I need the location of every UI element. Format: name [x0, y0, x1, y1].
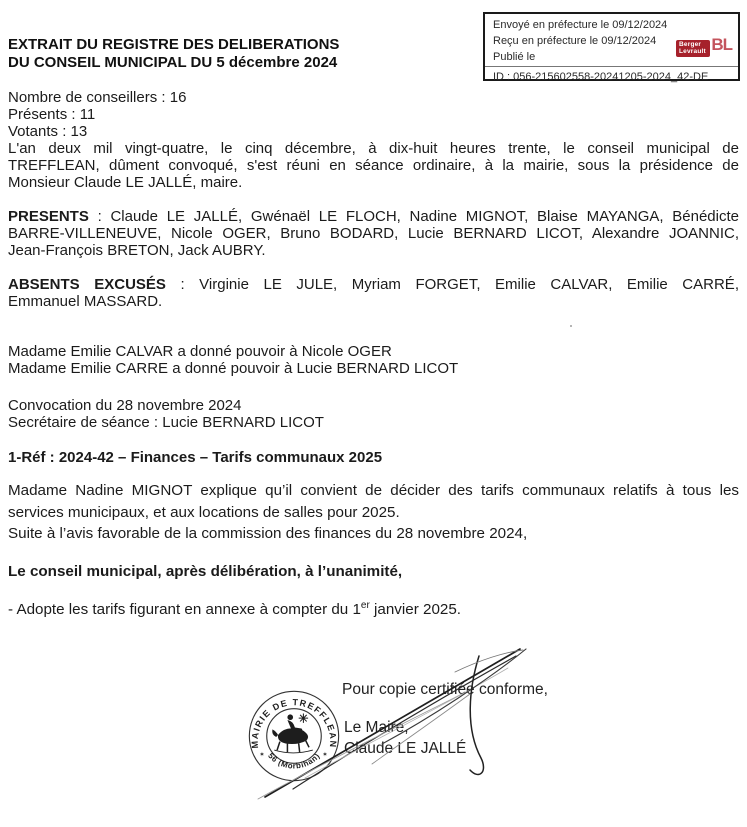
- adoption-text-pre: - Adopte les tarifs figurant en annexe à compter du 1: [8, 601, 361, 618]
- body-para1-line2: services municipaux, et aux locations de salles pour 2025.: [8, 503, 400, 521]
- seal-emblem-horse-rider: [272, 713, 313, 752]
- session-intro-paragraph: [8, 140, 739, 191]
- stamp-received-line: Reçu en préfecture le 09/12/2024: [493, 35, 657, 47]
- town-seal-stamp: [247, 689, 341, 783]
- certified-copy-line: Pour copie certifiée conforme,: [342, 681, 548, 698]
- secretaire-line: Secrétaire de séance : Lucie BERNARD LICOT: [8, 414, 324, 431]
- stamp-id-line: ID : 056-215602558-20241205-2024_42-DE: [485, 66, 738, 85]
- absents-line1: [8, 276, 739, 293]
- count-conseillers: Nombre de conseillers : 16: [8, 89, 187, 106]
- presents-paragraph: [8, 208, 739, 259]
- deliberation-subject: 1-Réf : 2024-42 – Finances – Tarifs communaux 2025: [8, 449, 383, 466]
- count-votants: Votants : 13: [8, 123, 88, 140]
- absents-label: ABSENTS EXCUSÉS: [8, 276, 166, 293]
- intro-line1: L'an deux mil vingt-quatre, le cinq décembre, à dix-huit heures trente, le conseil municipal de: [8, 140, 739, 157]
- scan-speck: [570, 325, 572, 327]
- decision-line: Le conseil municipal, après délibération, à l’unanimité,: [8, 563, 403, 580]
- presents-line3: Jean-François BRETON, Jack AUBRY.: [8, 242, 266, 259]
- mayor-signature-block: [344, 717, 466, 759]
- berger-levrault-word2: Levrault: [679, 47, 706, 55]
- adoption-text-post: janvier 2025.: [369, 601, 461, 618]
- adoption-line: [8, 599, 739, 621]
- document-title-line1: EXTRAIT DU REGISTRE DES DELIBERATIONS: [8, 36, 340, 53]
- presents-names-line1: : Claude LE JALLÉ, Gwénaël LE FLOCH, Nadine MIGNOT, Blaise MAYANGA, Bénédicte: [88, 208, 739, 225]
- berger-levrault-word1: Berger: [679, 41, 702, 48]
- presents-label: PRESENTS: [8, 208, 89, 225]
- pouvoir-line2: Madame Emilie CARRE a donné pouvoir à Lucie BERNARD LICOT: [8, 360, 459, 377]
- convocation-block: [8, 397, 739, 431]
- count-presents: Présents : 11: [8, 106, 96, 123]
- signature-stroke-vertical-loop: [470, 656, 484, 774]
- presents-line1: [8, 208, 739, 225]
- pouvoirs-block: [8, 343, 739, 377]
- councillor-counts: [8, 89, 739, 140]
- body-para1-line1: Madame Nadine MIGNOT explique qu’il convient de décider des tarifs communaux relatifs à tous les: [8, 482, 739, 499]
- signature-stroke-upper: [455, 650, 523, 672]
- pouvoir-line1: Madame Emilie CALVAR a donné pouvoir à Nicole OGER: [8, 343, 392, 360]
- adoption-superscript: er: [360, 599, 370, 611]
- stamp-sent-line: Envoyé en préfecture le 09/12/2024: [493, 19, 668, 31]
- body-paragraphs: [8, 480, 739, 545]
- document-title-line2: DU CONSEIL MUNICIPAL DU 5 décembre 2024: [8, 54, 338, 71]
- seal-bottom-text: 56 (Morbihan): [266, 751, 322, 771]
- seal-top-text: MAIRIE DE TREFFLEAN: [249, 697, 339, 749]
- mayor-role-line: Le Maire,: [344, 719, 409, 736]
- berger-levrault-monogram: BL: [711, 35, 732, 54]
- absents-names-line1: : Virginie LE JULE, Myriam FORGET, Emilie CALVAR, Emilie CARRÉ,: [165, 276, 739, 293]
- absents-line2: Emmanuel MASSARD.: [8, 293, 163, 310]
- mayor-name-line: Claude LE JALLÉ: [344, 740, 467, 757]
- presents-line2: BARRE-VILLENEUVE, Nicole OGER, Bruno BODARD, Lucie BERNARD LICOT, Alexandre JOANNIC,: [8, 225, 739, 242]
- stamp-published-line: Publié le: [493, 51, 536, 63]
- body-para2: Suite à l’avis favorable de la commission des finances du 28 novembre 2024,: [8, 525, 528, 542]
- seal-left-star-icon: ✶: [259, 751, 265, 759]
- convocation-line: Convocation du 28 novembre 2024: [8, 397, 242, 414]
- intro-line2: TREFFLEAN, dûment convoqué, s'est réuni en séance ordinaire, à la mairie, sous la présidence de: [8, 157, 739, 174]
- absents-paragraph: [8, 276, 739, 310]
- document-title: [8, 36, 739, 72]
- intro-line3: Monsieur Claude LE JALLÉ, maire.: [8, 174, 243, 191]
- seal-right-star-icon: ✶: [322, 751, 328, 759]
